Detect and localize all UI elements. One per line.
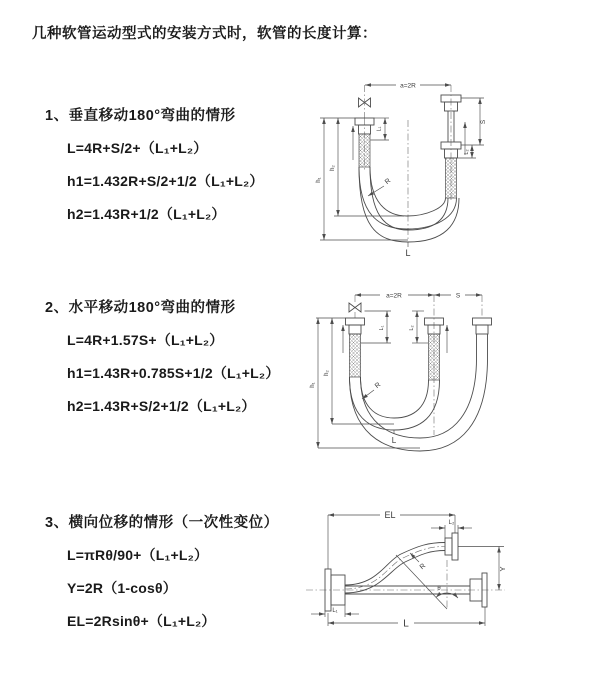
dimension-l1 [361,311,391,343]
formula-2-L: L=4R+1.57S+（L₁+L₂） [67,332,224,348]
length-label [392,430,397,445]
centerlines [355,292,482,435]
braid-section-middle [429,334,440,380]
formula-3-L: L=πRθ/90+（L₁+L₂） [67,547,209,563]
diagram-vertical-180-bend [308,70,593,265]
dim-label-l: L [403,618,409,630]
length-label [405,242,410,258]
formula-2-h1: h1=1.43R+0.785S+1/2（L₁+L₂） [67,365,280,381]
dimension-y [458,547,507,591]
dim-label-el: EL [384,510,396,520]
page-title: 几种软管运动型式的安装方式时，软管的长度计算： [32,26,377,42]
section-1-heading: 1、垂直移动180°弯曲的情形 [45,108,236,124]
dim-label-l2: L₂ [409,325,415,331]
diagram-lateral-displacement [298,505,600,630]
dimension-l2 [431,520,472,538]
dimension-l1 [311,605,359,617]
formula-1-h2: h2=1.43R+1/2（L₁+L₂） [67,206,226,222]
dim-label-a2r: a=2R [386,292,402,300]
dim-label-l2: L₂ [464,149,470,155]
dim-label-y: Y [498,566,507,572]
dim-label-s: S [455,292,461,300]
dim-label-l2: L₂ [448,520,455,526]
dim-label-h2: h₂ [324,370,330,376]
dimension-el [328,510,455,569]
radius-callout [362,382,382,399]
centerlines [365,82,452,240]
formula-1-L: L=4R+S/2+（L₁+L₂） [67,140,208,156]
dim-label-l1: L₁ [376,126,383,132]
dim-label-theta: θ [437,586,441,592]
dim-label-l: L [391,436,397,445]
braid-section-left [350,334,361,377]
formula-1-h1: h1=1.432R+S/2+1/2（L₁+L₂） [67,173,264,189]
hose-curves [359,167,459,242]
dimension-a2r [365,83,451,90]
dimension-l1 [371,118,390,140]
valve-icon [349,303,361,312]
section-3 [45,511,279,631]
dimension-s [434,293,482,300]
section-2-heading: 2、水平移动180°弯曲的情形 [45,300,236,316]
hose-s-curve [345,543,445,594]
dim-label-l: L [405,248,411,258]
dim-label-h2: h₂ [330,165,336,171]
braid-section-right [446,158,457,198]
formula-3-Y: Y=2R（1-cosθ） [67,580,177,596]
formula-3-EL: EL=2Rsinθ+（L₁+L₂） [67,613,216,629]
diagram-horizontal-180-bend [308,283,600,458]
section-1 [45,104,264,224]
dim-label-r: R [418,562,428,572]
dim-label-r: R [383,177,393,187]
dimension-l [328,607,485,630]
dimension-l2 [409,311,428,343]
dim-label-h1: h₁ [310,382,316,388]
upper-flange-displaced [445,533,458,560]
dim-label-a2r: a=2R [400,82,416,90]
section-2 [45,296,280,416]
dim-label-l1: L₁ [332,608,338,614]
dim-label-r: R [373,381,383,391]
section-3-heading: 3、横向位移的情形（一次性变位） [45,515,279,531]
braid-section-left [359,134,370,167]
dim-label-h1: h₁ [316,177,322,183]
right-flange [473,318,492,334]
dim-label-l1: L₁ [379,325,385,331]
angle-theta [396,555,458,609]
dim-label-s: S [480,119,487,125]
formula-2-h2: h2=1.43R+S/2+1/2（L₁+L₂） [67,398,256,414]
dimension-a2r [355,293,434,300]
left-flange [346,318,365,334]
